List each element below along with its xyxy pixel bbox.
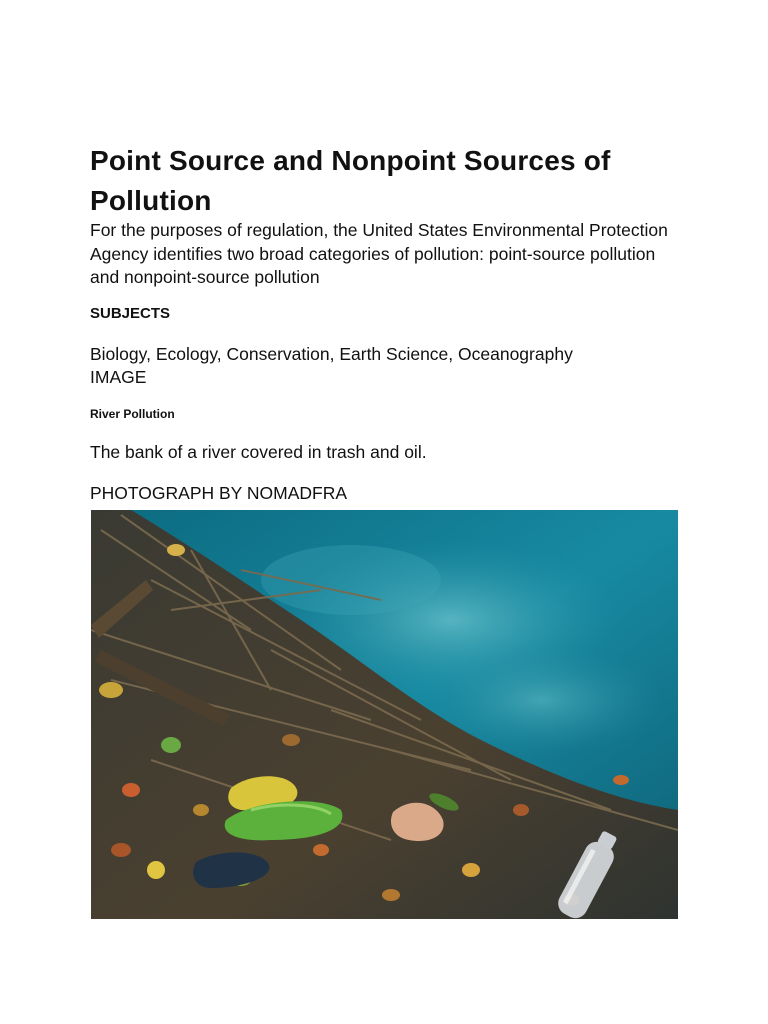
page-title: Point Source and Nonpoint Sources of Pollution	[90, 145, 611, 216]
image-caption: The bank of a river covered in trash and oil.	[90, 442, 427, 462]
image-title: River Pollution	[90, 407, 175, 421]
article-summary: For the purposes of regulation, the United States Environmental Protection Agency identifies two broad categories of pollution: point-source pollution and nonpoint-source pollution	[90, 220, 668, 287]
media-type-label: IMAGE	[90, 367, 147, 387]
photo-credit: PHOTOGRAPH BY NOMADFRA	[90, 483, 348, 503]
subjects-list: Biology, Ecology, Conservation, Earth Science, Oceanography	[90, 344, 573, 364]
river-pollution-photo	[91, 510, 678, 919]
subjects-heading: SUBJECTS	[90, 305, 171, 322]
